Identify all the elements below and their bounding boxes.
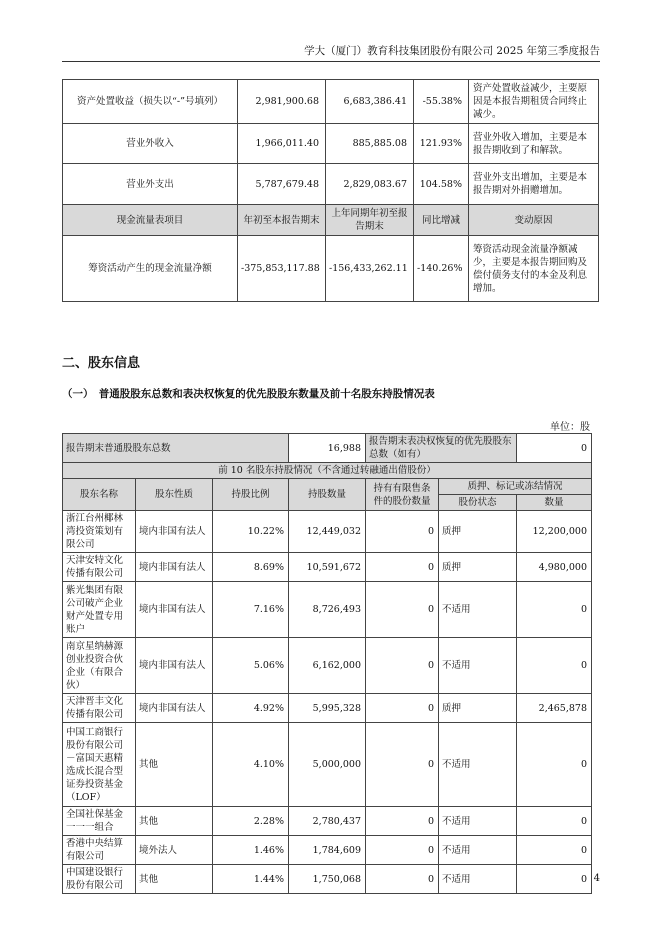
ratio-cell: 4.10% [213,723,289,807]
amount-cell: 4,980,000 [517,553,592,582]
header-qty: 持股数量 [289,479,366,511]
qty-cell: 2,780,437 [289,807,366,836]
current-cell: -375,853,117.88 [238,236,326,302]
change-cell: -55.38% [414,80,469,124]
qty-cell: 6,162,000 [289,638,366,694]
change-cell: 121.93% [414,124,469,164]
status-cell: 质押 [439,694,517,723]
name-cell: 香港中央结算有限公司 [63,836,136,865]
restricted-cell: 0 [366,723,439,807]
prior-cell: -156,433,262.11 [326,236,414,302]
item-cell: 营业外收入 [63,124,238,164]
total-value: 16,988 [289,434,366,463]
amount-cell: 0 [517,723,592,807]
header-nature: 股东性质 [136,479,213,511]
amount-cell: 0 [517,865,592,894]
qty-cell: 8,726,493 [289,582,366,638]
ratio-cell: 2.28% [213,807,289,836]
qty-cell: 1,784,609 [289,836,366,865]
nature-cell: 境内非国有法人 [136,582,213,638]
current-cell: 1,966,011.40 [238,124,326,164]
status-cell: 不适用 [439,807,517,836]
ratio-cell: 10.22% [213,511,289,553]
item-cell: 筹资活动产生的现金流量净额 [63,236,238,302]
table-row [63,582,592,638]
cash-header-row [63,205,599,236]
total-label: 报告期末普通股股东总数 [63,434,289,463]
status-cell: 质押 [439,511,517,553]
header-change: 同比增减 [414,205,469,236]
nature-cell: 境内非国有法人 [136,553,213,582]
table-row [63,723,592,807]
reason-cell: 营业外收入增加，主要是本报告期收到了和解款。 [469,124,599,164]
table-row [63,80,599,124]
restricted-cell: 0 [366,638,439,694]
subsection-title: （一） 普通股股东总数和表决权恢复的优先股股东数量及前十名股东持股情况表 [62,388,435,400]
table-row [63,638,592,694]
table-row [63,124,599,164]
amount-cell: 0 [517,836,592,865]
header-amount: 数量 [517,495,592,511]
restricted-cell: 0 [366,694,439,723]
current-cell: 2,981,900.68 [238,80,326,124]
nature-cell: 境内非国有法人 [136,511,213,553]
change-cell: -140.26% [414,236,469,302]
name-cell: 紫光集团有限公司破产企业财产处置专用账户 [63,582,136,638]
status-cell: 质押 [439,553,517,582]
status-cell: 不适用 [439,638,517,694]
restricted-cell: 0 [366,553,439,582]
header-row [63,479,592,495]
header-item: 现金流量表项目 [63,205,238,236]
item-cell: 营业外支出 [63,164,238,205]
table-row [63,865,592,894]
unit-label: 单位：股 [550,422,590,433]
ratio-cell: 1.44% [213,865,289,894]
table-row [63,511,592,553]
prior-cell: 885,885.08 [326,124,414,164]
item-cell: 资产处置收益（损失以“-”号填列） [63,80,238,124]
status-cell: 不适用 [439,582,517,638]
pref-label: 报告期末表决权恢复的优先股股东总数（如有） [366,434,517,463]
shareholder-table [62,433,592,894]
reason-cell: 筹资活动现金流量净额减少，主要是本报告期回购及偿付债务支付的本金及利息增加。 [469,236,599,302]
ratio-cell: 8.69% [213,553,289,582]
income-change-table [62,79,599,302]
table-row [63,836,592,865]
top10-title: 前 10 名股东持股情况（不含通过转融通出借股份） [63,463,592,479]
restricted-cell: 0 [366,836,439,865]
table-row [63,694,592,723]
ratio-cell: 4.92% [213,694,289,723]
header-current: 年初至本报告期末 [238,205,326,236]
ratio-cell: 5.06% [213,638,289,694]
prior-cell: 6,683,386.41 [326,80,414,124]
qty-cell: 10,591,672 [289,553,366,582]
nature-cell: 境外法人 [136,836,213,865]
nature-cell: 其他 [136,723,213,807]
amount-cell: 0 [517,807,592,836]
header-name: 股东名称 [63,479,136,511]
amount-cell: 2,465,878 [517,694,592,723]
ratio-cell: 7.16% [213,582,289,638]
section-title: 二、股东信息 [62,356,141,371]
status-cell: 不适用 [439,723,517,807]
reason-cell: 营业外支出增加，主要是本报告期对外捐赠增加。 [469,164,599,205]
current-cell: 5,787,679.48 [238,164,326,205]
nature-cell: 其他 [136,807,213,836]
page-header [62,43,600,62]
amount-cell: 12,200,000 [517,511,592,553]
name-cell: 全国社保基金一一一组合 [63,807,136,836]
ratio-cell: 1.46% [213,836,289,865]
name-cell: 天津安特文化传播有限公司 [63,553,136,582]
reason-cell: 资产处置收益减少，主要原因是本报告期租赁合同终止减少。 [469,80,599,124]
qty-cell: 5,995,328 [289,694,366,723]
summary-row [63,434,592,463]
name-cell: 浙江台州椰林湾投资策划有限公司 [63,511,136,553]
table-row [63,236,599,302]
header-status: 股份状态 [439,495,517,511]
header-title: 学大（厦门）教育科技集团股份有限公司 2025 年第三季度报告 [304,45,600,57]
header-pledge: 质押、标记或冻结情况 [439,479,592,495]
nature-cell: 境内非国有法人 [136,694,213,723]
table-row [63,807,592,836]
qty-cell: 12,449,032 [289,511,366,553]
table-row [63,553,592,582]
restricted-cell: 0 [366,865,439,894]
header-ratio: 持股比例 [213,479,289,511]
pref-value: 0 [517,434,592,463]
restricted-cell: 0 [366,582,439,638]
change-cell: 104.58% [414,164,469,205]
table-row [63,164,599,205]
name-cell: 南京星纳赫源创业投资合伙企业（有限合伙） [63,638,136,694]
nature-cell: 其他 [136,865,213,894]
amount-cell: 0 [517,638,592,694]
qty-cell: 5,000,000 [289,723,366,807]
prior-cell: 2,829,083.67 [326,164,414,205]
name-cell: 中国建设银行股份有限公司 [63,865,136,894]
name-cell: 中国工商银行股份有限公司－富国天惠精选成长混合型证券投资基金（LOF） [63,723,136,807]
status-cell: 不适用 [439,865,517,894]
header-reason: 变动原因 [469,205,599,236]
header-prior: 上年同期年初至报告期末 [326,205,414,236]
page-number: 4 [593,873,600,884]
status-cell: 不适用 [439,836,517,865]
amount-cell: 0 [517,582,592,638]
restricted-cell: 0 [366,511,439,553]
name-cell: 天津晋丰文化传播有限公司 [63,694,136,723]
top10-title-row [63,463,592,479]
qty-cell: 1,750,068 [289,865,366,894]
restricted-cell: 0 [366,807,439,836]
nature-cell: 境内非国有法人 [136,638,213,694]
header-restricted: 持有有限售条件的股份数量 [366,479,439,511]
